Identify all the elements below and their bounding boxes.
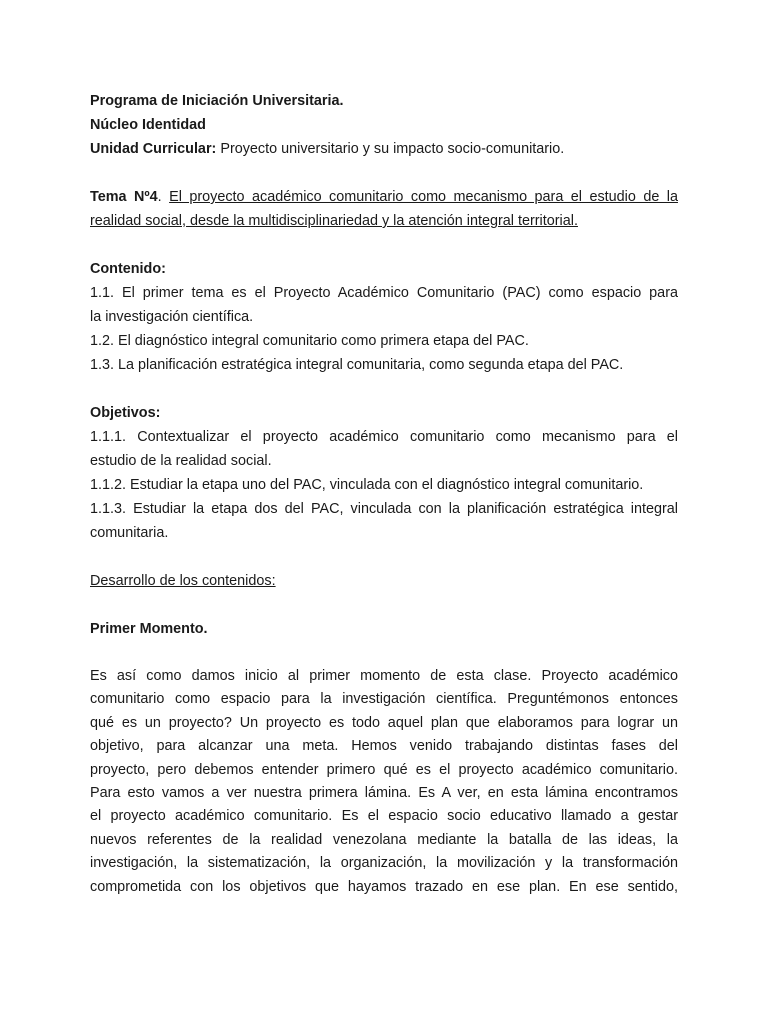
development-heading: Desarrollo de los contenidos: bbox=[90, 573, 276, 589]
curricular-unit-value: Proyecto universitario y su impacto socio-comunitario. bbox=[216, 141, 565, 157]
topic-label: Tema Nº4 bbox=[90, 189, 158, 205]
content-line: 1.2. El diagnóstico integral comunitario como primera etapa del PAC. bbox=[90, 333, 529, 349]
topic-line-1 bbox=[90, 185, 678, 209]
paragraph-line: investigación, la sistematización, la organización, la movilización y la transformación bbox=[90, 855, 678, 872]
paragraph-line: qué es un proyecto? Un proyecto es todo aquel plan que elaboramos para lograr un bbox=[90, 714, 678, 731]
objective-line: 1.1.1. Contextualizar el proyecto académico comunitario como mecanismo para el bbox=[90, 429, 678, 445]
paragraph-line: comunitario como espacio para la investigación científica. Preguntémonos entonces bbox=[90, 691, 678, 708]
program-title: Programa de Iniciación Universitaria. bbox=[90, 93, 344, 109]
paragraph-line: Para esto vamos a ver nuestra primera lámina. Es A ver, en esta lámina encontramos bbox=[90, 784, 678, 801]
spacer bbox=[90, 593, 678, 617]
spacer bbox=[90, 377, 678, 401]
paragraph-line: Es así como damos inicio al primer momento de esta clase. Proyecto académico bbox=[90, 668, 678, 684]
objective-line: 1.1.2. Estudiar la etapa uno del PAC, vinculada con el diagnóstico integral comunitario. bbox=[90, 477, 644, 493]
topic-line-2 bbox=[90, 209, 678, 233]
spacer bbox=[90, 545, 678, 569]
objectives-heading: Objetivos: bbox=[90, 405, 161, 421]
document-page bbox=[90, 89, 678, 899]
paragraph-line: proyecto, pero debemos entender primero qué es el proyecto académico comunitario. bbox=[90, 761, 678, 778]
spacer bbox=[90, 641, 678, 665]
objective-line: 1.1.3. Estudiar la etapa dos del PAC, vinculada con la planificación estratégica integral bbox=[90, 501, 678, 517]
topic-separator: . bbox=[157, 189, 170, 205]
content-line: la investigación científica. bbox=[90, 309, 254, 325]
topic-title-1: El proyecto académico comunitario como mecanismo para el estudio de la bbox=[169, 189, 678, 205]
content-line: 1.3. La planificación estratégica integral comunitaria, como segunda etapa del PAC. bbox=[90, 357, 624, 373]
paragraph-line: nuevos referentes de la realidad venezolana mediante la batalla de las ideas, la bbox=[90, 831, 678, 848]
curricular-unit-label: Unidad Curricular: bbox=[90, 141, 217, 157]
paragraph-line: objetivo, para alcanzar una meta. Hemos venido trabajando distintas fases del bbox=[90, 738, 678, 755]
nucleus-title: Núcleo Identidad bbox=[90, 117, 206, 133]
paragraph-line: comprometida con los objetivos que hayamos trazado en ese plan. En ese sentido, bbox=[90, 878, 678, 895]
objective-line: comunitaria. bbox=[90, 525, 169, 541]
spacer bbox=[90, 233, 678, 257]
curricular-unit bbox=[90, 137, 678, 161]
spacer bbox=[90, 161, 678, 185]
first-moment-heading: Primer Momento. bbox=[90, 621, 208, 637]
topic-title-2: realidad social, desde la multidisciplinariedad y la atención integral territorial. bbox=[90, 213, 578, 229]
objective-line: estudio de la realidad social. bbox=[90, 453, 272, 469]
paragraph-line: el proyecto académico comunitario. Es el espacio socio educativo llamado a gestar bbox=[90, 808, 678, 825]
content-line: 1.1. El primer tema es el Proyecto Académico Comunitario (PAC) como espacio para bbox=[90, 285, 678, 301]
first-moment-paragraph bbox=[90, 665, 678, 899]
content-heading: Contenido: bbox=[90, 261, 166, 277]
